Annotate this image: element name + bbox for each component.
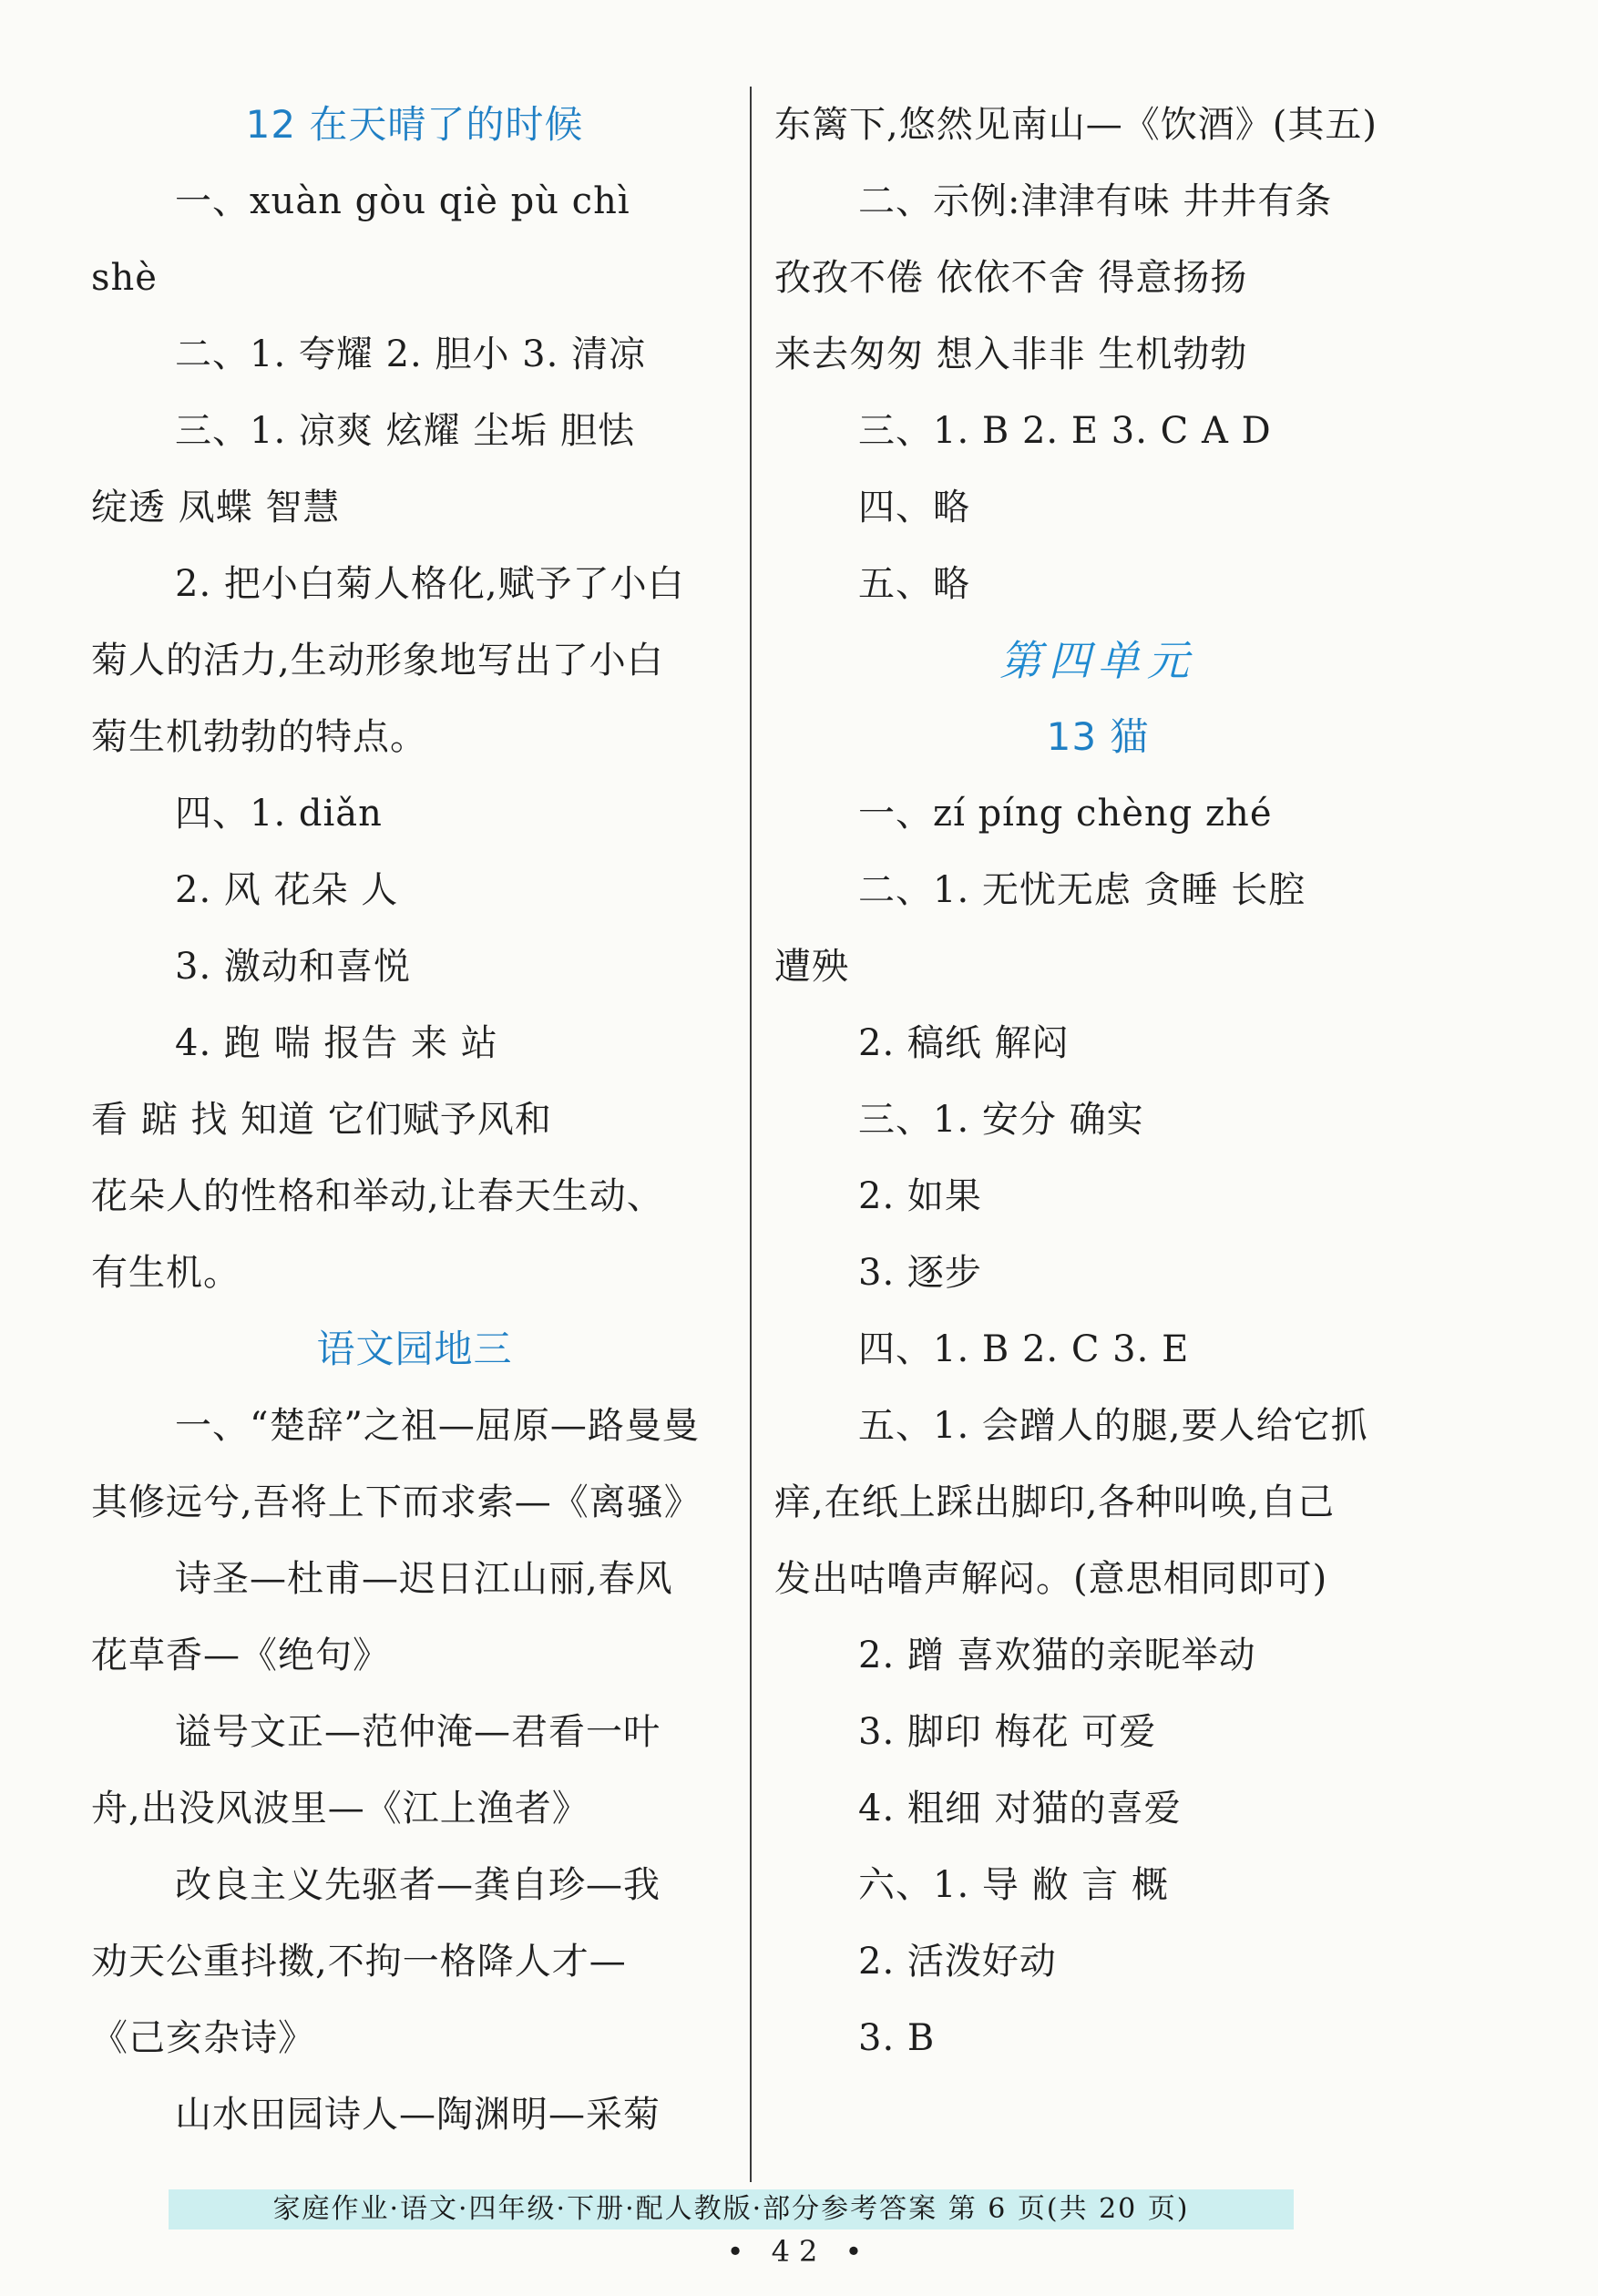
answer-line: 痒,在纸上踩出脚印,各种叫唤,自己 bbox=[774, 1481, 1336, 1523]
answer-line: 劝天公重抖擞,不拘一格降人才— bbox=[91, 1941, 627, 1983]
answer-line: 东篱下,悠然见南山—《饮酒》(其五) bbox=[774, 104, 1378, 146]
answer-line: 3. 逐步 bbox=[858, 1252, 982, 1294]
answer-line: 《己亥杂诗》 bbox=[91, 2017, 315, 2059]
answer-line: 来去匆匆 想入非非 生机勃勃 bbox=[774, 333, 1248, 375]
column-divider bbox=[750, 87, 752, 2182]
section-heading: 12 在天晴了的时候 bbox=[245, 102, 584, 147]
answer-line: 二、1. 无忧无虑 贪睡 长腔 bbox=[858, 869, 1306, 911]
page-number: • 42 • bbox=[726, 2234, 872, 2269]
answer-line: 二、示例:津津有味 井井有条 bbox=[858, 180, 1333, 222]
answer-line: 山水田园诗人—陶渊明—采菊 bbox=[175, 2094, 661, 2136]
answer-line: 五、略 bbox=[858, 563, 970, 605]
section-heading: 语文园地三 bbox=[316, 1327, 513, 1371]
answer-line: 三、1. B 2. E 3. C A D bbox=[858, 410, 1272, 452]
answer-line: 看 踮 找 知道 它们赋予风和 bbox=[91, 1099, 552, 1141]
answer-line: 2. 蹭 喜欢猫的亲昵举动 bbox=[858, 1635, 1256, 1676]
answer-line: 3. 激动和喜悦 bbox=[175, 946, 411, 988]
answer-line: 一、zí píng chèng zhé bbox=[858, 793, 1273, 835]
unit-title: 第四单元 bbox=[999, 636, 1196, 685]
answer-line: 其修远兮,吾将上下而求索—《离骚》 bbox=[91, 1481, 702, 1523]
answer-line: 二、1. 夸耀 2. 胆小 3. 清凉 bbox=[175, 333, 647, 375]
answer-line: 三、1. 凉爽 炫耀 尘垢 胆怯 bbox=[175, 410, 636, 452]
answer-line: 发出咕噜声解闷。(意思相同即可) bbox=[774, 1558, 1328, 1600]
answer-line: 4. 跑 喘 报告 来 站 bbox=[175, 1022, 498, 1064]
answer-line: 花朵人的性格和举动,让春天生动、 bbox=[91, 1175, 664, 1217]
answer-line: 2. 活泼好动 bbox=[858, 1941, 1057, 1983]
answer-line: 遭殃 bbox=[774, 946, 849, 988]
answer-line: 四、1. diǎn bbox=[175, 793, 383, 835]
answer-line: 菊人的活力,生动形象地写出了小白 bbox=[91, 640, 664, 682]
answer-line: 一、“楚辞”之祖—屈原—路曼曼 bbox=[175, 1405, 700, 1447]
answer-line: 一、xuàn gòu qiè pù chì bbox=[175, 180, 630, 222]
answer-line: 4. 粗细 对猫的喜爱 bbox=[858, 1788, 1182, 1830]
answer-line: 五、1. 会蹭人的腿,要人给它抓 bbox=[858, 1405, 1368, 1447]
answer-line: 绽透 凤蝶 智慧 bbox=[91, 487, 341, 528]
answer-line: 四、略 bbox=[858, 487, 970, 528]
section-heading: 13 猫 bbox=[1046, 714, 1150, 759]
answer-line: 2. 稿纸 解闷 bbox=[858, 1022, 1070, 1064]
answer-line: 诗圣—杜甫—迟日江山丽,春风 bbox=[175, 1558, 673, 1600]
answer-line: 改良主义先驱者—龚自珍—我 bbox=[175, 1864, 661, 1906]
answer-line: shè bbox=[91, 257, 158, 299]
answer-line: 菊生机勃勃的特点。 bbox=[91, 716, 427, 758]
right-column bbox=[774, 87, 1421, 2076]
answer-line: 六、1. 导 敝 言 概 bbox=[858, 1864, 1170, 1906]
answer-line: 2. 风 花朵 人 bbox=[175, 869, 399, 911]
footer-banner: 家庭作业·语文·四年级·下册·配人教版·部分参考答案 第 6 页(共 20 页) bbox=[169, 2189, 1294, 2229]
answer-line: 2. 把小白菊人格化,赋予了小白 bbox=[175, 563, 685, 605]
answer-line: 3. B bbox=[858, 2017, 936, 2059]
answer-line: 孜孜不倦 依依不舍 得意扬扬 bbox=[774, 257, 1248, 299]
answer-line: 谥号文正—范仲淹—君看一叶 bbox=[175, 1711, 661, 1753]
answer-line: 3. 脚印 梅花 可爱 bbox=[858, 1711, 1157, 1753]
answer-line: 舟,出没风波里—《江上渔者》 bbox=[91, 1788, 589, 1830]
answer-line: 四、1. B 2. C 3. E bbox=[858, 1328, 1190, 1370]
answer-line: 2. 如果 bbox=[858, 1175, 982, 1217]
left-column bbox=[91, 87, 738, 2153]
answer-line: 有生机。 bbox=[91, 1252, 241, 1294]
answer-line: 三、1. 安分 确实 bbox=[858, 1099, 1144, 1141]
answer-line: 花草香—《绝句》 bbox=[91, 1635, 390, 1676]
